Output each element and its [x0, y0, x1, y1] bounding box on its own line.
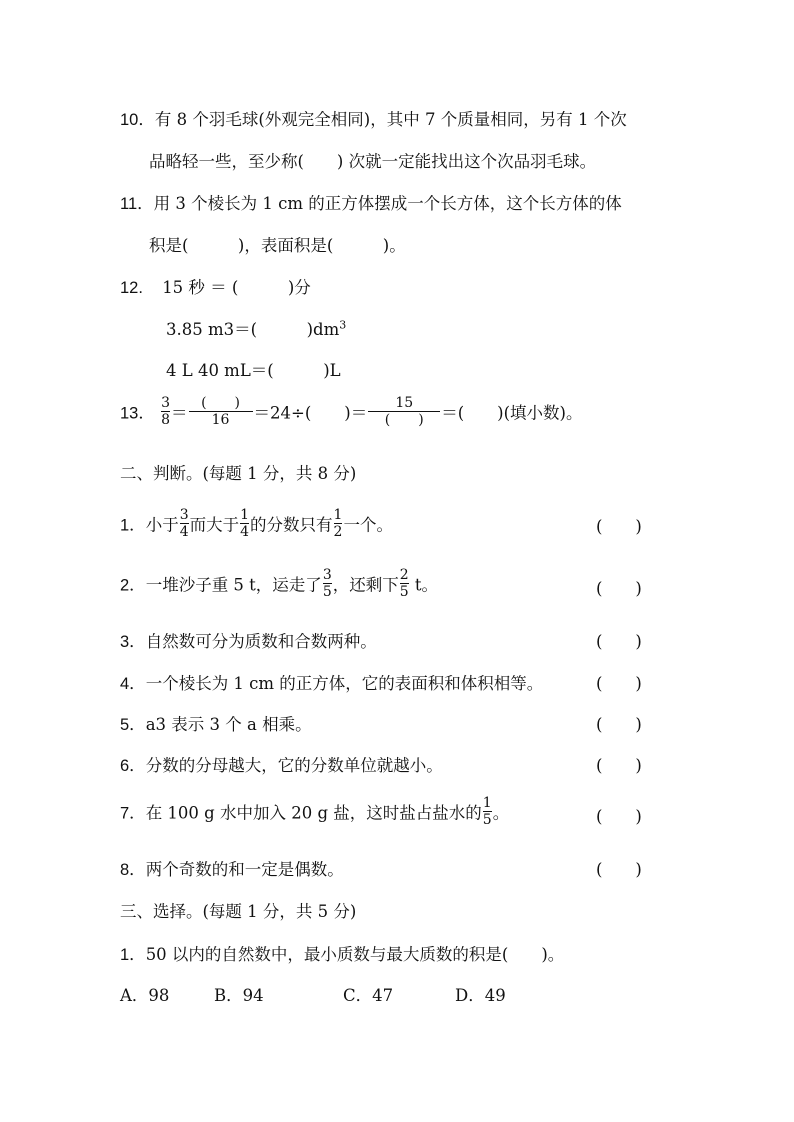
question-text: 用 3 个棱长为 1 cm 的正方体摆成一个长方体，这个长方体的体 [153, 194, 622, 213]
question-number: 13． [120, 404, 155, 423]
choice-question-1: 1．50 以内的自然数中，最小质数与最大质数的积是( )。 [120, 945, 565, 964]
question-number: 12. [120, 279, 143, 297]
fraction: $\frac{3}{4}$ [179, 507, 189, 540]
choice-option-a[interactable]: A．98 [120, 986, 170, 1005]
question-number: 10． [120, 111, 155, 129]
answer-bracket[interactable]: ( ) [596, 715, 642, 734]
judge-item-1: 1．小于 $\frac{3}{4}$ 而大于 $\frac{1}{4}$ 的分数只有 $\frac{1}{2}$ 一个。 [120, 507, 393, 540]
question-number: 11． [120, 195, 154, 213]
choice-option-c[interactable]: C．47 [343, 986, 394, 1005]
unit-conversion-liters: 4 L 40 mL＝( )L [166, 361, 341, 380]
judge-item-3: 3．自然数可分为质数和合数两种。 [120, 632, 377, 651]
judge-item-5: 5．a3 表示 3 个 a 相乘。 [120, 715, 312, 734]
judge-item-7: 7．在 100 g 水中加入 20 g 盐，这时盐占盐水的 $\frac{1}{5}$ 。 [120, 795, 510, 828]
answer-bracket[interactable]: ( ) [596, 632, 642, 651]
question-10-line1 [120, 106, 627, 130]
question-12-line1 [120, 274, 311, 298]
section-choice-title: 三、选择。(每题 1 分，共 5 分) [120, 902, 357, 921]
judge-item-2: 2．一堆沙子重 5 t，运走了 $\frac{3}{5}$ ，还剩下 $\frac{2}{5}$ t。 [120, 567, 439, 600]
question-text: 积是( )，表面积是( )。 [149, 236, 406, 255]
judge-item-8: 8．两个奇数的和一定是偶数。 [120, 860, 344, 879]
question-12-line3 [166, 357, 341, 381]
question-11-line2 [149, 232, 406, 256]
answer-bracket[interactable]: ( ) [596, 517, 642, 536]
fraction-15-blank: $\frac{15}{( )}$ [368, 396, 440, 427]
judge-item-4: 4．一个棱长为 1 cm 的正方体，它的表面积和体积相等。 [120, 674, 544, 693]
question-12-line2 [166, 316, 346, 340]
answer-bracket[interactable]: ( ) [596, 579, 642, 598]
fraction: $\frac{1}{5}$ [482, 795, 492, 828]
answer-bracket[interactable]: ( ) [596, 674, 642, 693]
unit-conversion-seconds: 15 秒 ＝ ( )分 [162, 278, 311, 297]
fraction: $\frac{3}{5}$ [322, 567, 332, 600]
fraction: $\frac{1}{4}$ [240, 507, 250, 540]
answer-bracket[interactable]: ( ) [596, 807, 642, 826]
choice-option-d[interactable]: D．49 [455, 986, 506, 1005]
question-11-line1 [120, 190, 622, 214]
judge-item-6: 6．分数的分母越大，它的分数单位就越小。 [120, 756, 443, 775]
unit-conversion-volume: 3.85 m3＝( )dm [166, 320, 340, 339]
question-13: 13． $\frac{3}{8}$ ＝ $\frac{( )}{16}$ ＝24÷( )＝ $\frac{15}{( )}$ ＝( )(填小数)。 [120, 395, 583, 428]
question-10-line2 [149, 148, 596, 172]
fraction-3-8: $\frac{3}{8}$ [161, 395, 171, 428]
section-judge-title: 二、判断。(每题 1 分，共 8 分) [120, 464, 357, 483]
question-text: 品略轻一些，至少称( ) 次就一定能找出这个次品羽毛球。 [149, 152, 597, 171]
fraction: $\frac{2}{5}$ [399, 567, 409, 600]
answer-bracket[interactable]: ( ) [596, 756, 642, 775]
fraction-blank-16: $\frac{( )}{16}$ [189, 396, 253, 427]
choice-option-b[interactable]: B．94 [214, 986, 264, 1005]
fraction: $\frac{1}{2}$ [333, 507, 343, 540]
superscript: 3 [339, 318, 347, 332]
question-text: 有 8 个羽毛球(外观完全相同)，其中 7 个质量相同，另有 1 个次 [154, 110, 627, 129]
answer-bracket[interactable]: ( ) [596, 860, 642, 879]
